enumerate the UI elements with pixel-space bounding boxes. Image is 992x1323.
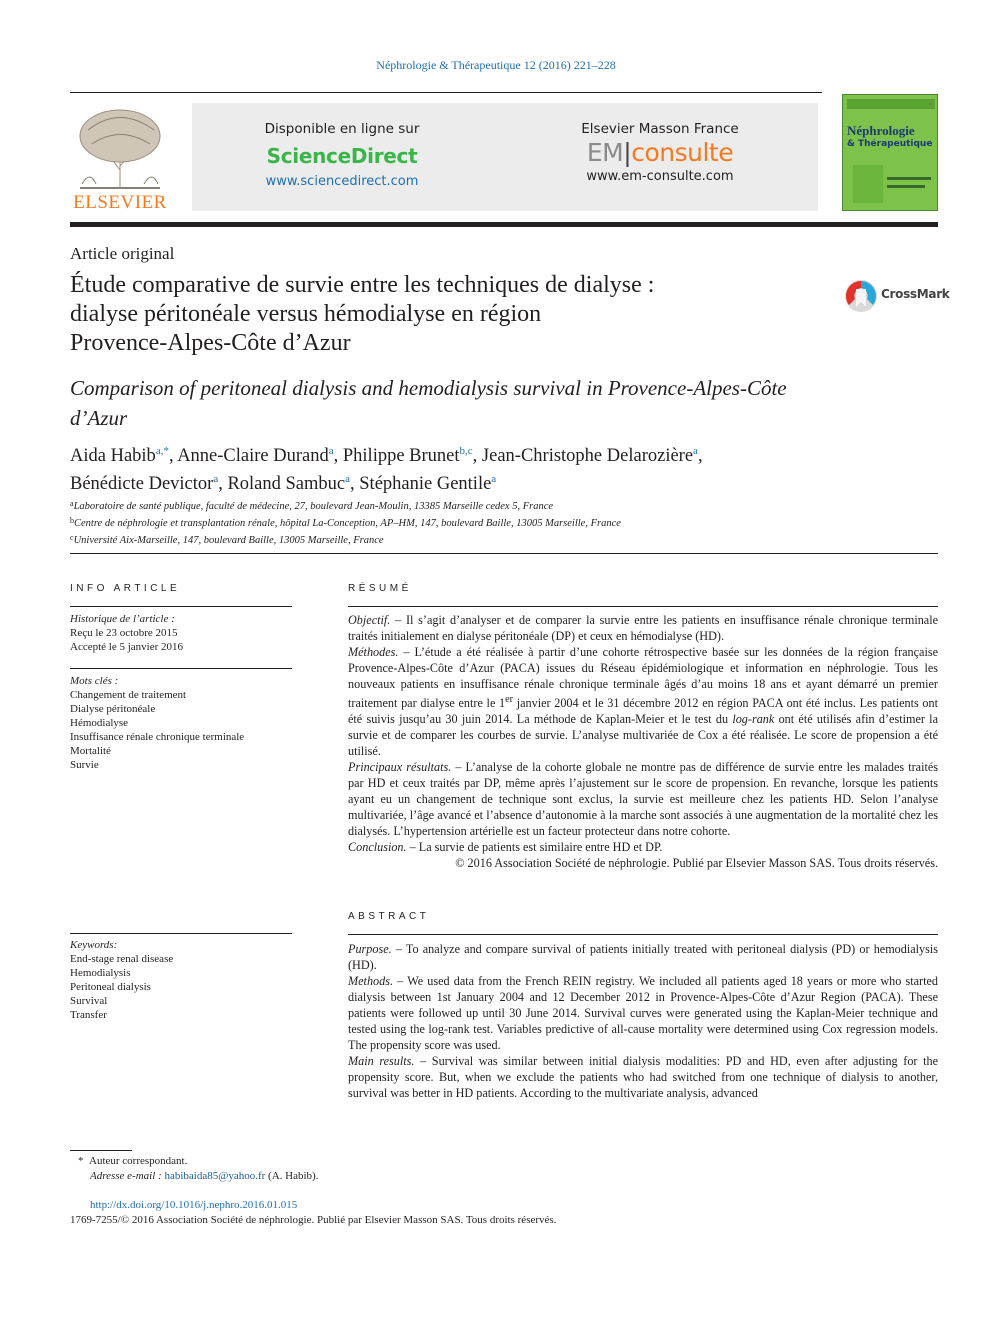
history-label: Historique de l’article : [70,613,175,625]
history-item: Accepté le 5 janvier 2016 [70,641,184,653]
abstract-heading: ABSTRACT [348,911,430,922]
keywords-en-rule [70,933,292,934]
author-affiliation-mark[interactable]: a [328,445,334,457]
author-line [70,468,940,496]
keyword-item: Changement de traitement [70,689,187,701]
keywords-fr-label: Mots clés : [70,675,119,687]
cover-title: Néphrologie [847,123,915,138]
keyword-item: Survie [70,759,99,771]
info-article-heading: INFO ARTICLE [70,583,181,594]
affiliation-mark: c [70,533,74,542]
affiliation-item [70,497,940,514]
resume-methodes: Méthodes. – L’étude a été réalisée à partir d’une cohorte rétrospective basée sur les données de la région française Provence-Alpes-Côte d’Azur (PACA) issues du Réseau épidémiologique et information en néphrologie. Tous les nouveaux patients en insuffisance rénale chronique terminale âgés d’au moins 18 ans et ayant démarré un premier traitement par dialyse entre le 1er janvier 2004 et le 31 décembre 2012 en région PACA ont été inclus. Les patients ont été suivis jusqu’au 30 juin 2014. La méthode de Kaplan-Meier et le test du log-rank ont été utilisés afin d’estimer la survie et de comparer les courbes de survie. L’analyse multivariée de Cox a été réalisée. Le score de propension a été utilisé. [348,645,938,759]
title-fr-line: Provence-Alpes-Côte d’Azur [70,330,351,356]
affiliation-item [70,514,940,531]
resume-conclusion: Conclusion. – La survie de patients est similaire entre HD et DP. [348,840,663,855]
article-title-fr [70,271,810,358]
abstract-results: Main results. – Survival was similar between initial dialysis modalities: PD and HD, even after adjusting for the propensity score. But, when we exclude the patients who had switched from one technique of dialysis to another, survival was better in HD patients. According to the multivariate analysis, advanced [348,1054,939,1100]
author-name: Stéphanie Gentile [359,474,492,494]
emconsulte-caption: Elsevier Masson France [581,121,739,137]
author-name: Anne-Claire Durand [177,446,329,466]
methods-text: We used data from the French REIN registry. We included all patients aged 18 years or more who started dialysis between 1st January 2004 and 12 December 2012 in Provence-Alpes-Côte d’Azur Region (PACA). These patients were followed up until 30 June 2014. Survival curves were generated using the Kaplan-Meier technique and tested using the log-rank test. Variables predictive of all-cause mortality were determined using Cox regression models. The propensity score was used. [348,974,938,1052]
methods-label: Methods. [348,974,394,988]
article-history [70,612,183,654]
emconsulte-logo[interactable] [510,138,810,167]
corresponding-label: Auteur correspondant. [89,1155,188,1167]
abstract-body [348,941,938,1101]
title-fr-line: dialyse péritonéale versus hémodialyse en région [70,301,542,327]
results-label: Main results. [348,1054,415,1068]
author-separator: , [350,474,360,494]
resume-rule [348,606,938,607]
conclusion-label: Conclusion. [348,840,407,855]
author-name: Aida Habib [70,446,156,466]
title-en-line: Comparison of peritoneal dialysis and hemodialysis survival in Provence-Alpes-Côte [70,376,787,400]
corresponding-footnote [78,1154,318,1184]
emconsulte-link[interactable]: www.em-consulte.com [586,169,734,184]
methodes-sup: er [505,694,514,705]
issn-copyright: 1769-7255/© 2016 Association Société de néphrologie. Publié par Elsevier Masson SAS. Tous droits réservés. [70,1214,557,1226]
header-rule [70,92,822,93]
author-list [70,440,940,496]
affiliation-text: Université Aix-Marseille, 147, boulevard Baille, 13005 Marseille, France [73,535,384,546]
affiliation-mark: a [70,499,74,508]
keyword-item: Peritoneal dialysis [70,981,151,993]
email-link[interactable]: habibaida85@yahoo.fr [164,1170,266,1182]
email-line [78,1169,318,1184]
sciencedirect-caption: Disponible en ligne sur [264,121,420,137]
crossmark-badge[interactable] [843,277,950,315]
article-type: Article original [70,244,175,263]
emconsulte-divider: | [623,138,632,167]
resultats-label: Principaux résultats. [348,760,452,775]
keyword-item: Dialyse péritonéale [70,703,156,715]
info-rule [70,668,292,669]
purpose-label: Purpose. [348,942,392,956]
history-item: Reçu le 23 octobre 2015 [70,627,178,639]
resume-objectif: Objectif. – Il s’agit d’analyser et de comparer la survie entre les patients en insuffisance rénale chronique terminale traités initialement en dialyse péritonéale (DP) et ceux en hémodialyse (HD). [348,613,939,643]
keywords-en [70,938,173,1022]
author-separator: , [333,446,343,466]
affiliation-text: Laboratoire de santé publique, faculté de médecine, 27, boulevard Jean-Moulin, 13385 Marseille cedex 5, France [73,501,554,512]
resume-heading: RÉSUMÉ [348,583,412,594]
author-separator: , [697,446,703,466]
author-affiliation-mark[interactable]: b,c [459,445,473,457]
affiliation-item [70,531,940,548]
author-name: Philippe Brunet [342,446,460,466]
resume-copyright: © 2016 Association Société de néphrologie. Publié par Elsevier Masson SAS. Tous droits réservés. [455,856,938,871]
crossmark-icon [843,277,879,315]
cover-art-icon [843,95,938,211]
sciencedirect-block[interactable] [192,121,492,189]
author-separator: , [218,474,228,494]
resume-resultats: Principaux résultats. – L’analyse de la cohorte globale ne montre pas de différence de survie entre les malades traités par HD et ceux traités par DP, même après l’ajustement sur le score de propension. En revanche, lorsque les patients ayant eu un changement de technique sont exclus, la survie est meilleure chez les patients HD. Selon l’analyse multivariée, l’âge avancé et l’absence d’autonomie à la marche sont associés à une augmentation de la mortalité chez les dialysés. L’hypertension artérielle est un facteur protecteur dans notre cohorte. [348,760,939,839]
abstract-methods: Methods. – We used data from the French REIN registry. We included all patients aged 18 years or more who started dialysis between 1st January 2004 and 12 December 2012 in Provence-Alpes-Côte d’Azur Region (PACA). These patients were followed up until 30 June 2014. Survival curves were generated using the Kaplan-Meier technique and tested using the log-rank test. Variables predictive of all-cause mortality were determined using Cox regression models. The propensity score was used. [348,974,938,1052]
email-label: Adresse e-mail : [90,1170,162,1182]
abstract-rule [348,934,938,935]
keyword-item: Hémodialyse [70,717,129,729]
resume-body [348,612,938,871]
abstract-purpose: Purpose. – To analyze and compare survival of patients initially treated with peritoneal dialysis (PD) or hemodialysis (HD). [348,942,939,972]
affiliation-list [70,497,940,548]
info-rule [70,606,292,607]
corresponding-mark: * [78,1155,84,1167]
emconsulte-consulte: consulte [631,138,734,167]
author-line [70,440,940,468]
author-affiliation-mark[interactable]: a [693,445,698,457]
header-thick-rule [70,222,938,227]
keyword-item: Insuffisance rénale chronique terminale [70,731,245,743]
author-affiliation-mark[interactable]: a [491,473,497,485]
resultats-text: L’analyse de la cohorte globale ne montre pas de différence de survie entre les malades traités par HD et ceux traités par DP, même après l’ajustement sur le score de propension. En revanche, lorsque les patients ayant eu un changement de technique sont exclus, la survie est meilleure chez les patients HD. Selon l’analyse multivariée, l’âge avancé et l’absence d’autonomie à la marche sont associés à une augmentation de la mortalité chez les dialysés. L’hypertension artérielle est un facteur protecteur dans notre cohorte. [348,760,939,839]
results-text: Survival was similar between initial dialysis modalities: PD and HD, even after adjusting for the propensity score. But, when we exclude the patients who had switched from one technique of dialysis to another, survival was better in HD patients. According to the multivariate analysis, advanced [348,1054,939,1100]
methodes-logrank: log-rank [732,712,775,727]
author-affiliation-mark[interactable]: a,* [155,445,169,457]
keyword-item: End-stage renal disease [70,953,174,965]
article-title-en [70,373,930,433]
methodes-text: ont été utilisés afin d’estimer la survie et de comparer les courbes de survie. L’analyse multivariée de Cox a été réalisée. Le score de propension a été utilisé. [348,712,938,759]
purpose-text: To analyze and compare survival of patients initially treated with peritoneal dialysis (PD) or hemodialysis (HD). [348,942,939,972]
methodes-label: Méthodes. [348,645,399,659]
author-affiliation-mark[interactable]: a [213,473,219,485]
keyword-item: Survival [70,995,108,1007]
author-separator: , [168,446,178,466]
emconsulte-em: EM [586,138,624,167]
author-name: Roland Sambuc [227,474,346,494]
affiliation-rule [70,553,938,554]
journal-reference[interactable]: Néphrologie & Thérapeutique 12 (2016) 221–228 [376,58,616,72]
cover-subtitle: & Thérapeutique [847,139,933,149]
publisher-banner [192,103,818,211]
title-en-line: d’Azur [70,406,128,430]
objectif-label: Objectif. [348,613,391,627]
sciencedirect-link[interactable]: www.sciencedirect.com [265,174,419,189]
author-name: Bénédicte Devictor [70,474,214,494]
keyword-item: Mortalité [70,745,111,757]
elsevier-wordmark: ELSEVIER [73,192,167,213]
conclusion-text: La survie de patients est similaire entre HD et DP. [418,840,663,855]
footnote-rule [70,1150,132,1151]
emconsulte-block[interactable] [510,121,810,184]
keywords-fr [70,674,244,772]
journal-cover-thumbnail[interactable] [842,94,938,211]
title-fr-line: Étude comparative de survie entre les techniques de dialyse : [70,272,655,298]
author-separator: , [472,446,482,466]
methodes-text: L’étude a été réalisée à partir d’une cohorte rétrospective basée sur les données de la région française Provence-Alpes-Côte d’Azur (PACA) issues du Réseau épidémiologique et information en néphrologie. Tous les nouveaux patients en insuffisance rénale chronique terminale âgés d’au moins 18 ans et ayant démarré un premier traitement par dialyse entre le 1 [348,645,938,711]
corresponding-line [78,1154,318,1169]
author-name: Jean-Christophe Delarozière [481,446,694,466]
doi-link[interactable]: http://dx.doi.org/10.1016/j.nephro.2016.01.015 [90,1199,298,1211]
crossmark-label: CrossMark [881,287,950,301]
sciencedirect-logo[interactable]: ScienceDirect [266,144,418,168]
affiliation-mark: b [70,516,74,525]
objectif-text: Il s’agit d’analyser et de comparer la survie entre les patients en insuffisance rénale chronique terminale traités initialement en dialyse péritonéale (DP) et ceux en hémodialyse (HD). [348,613,939,643]
keywords-en-label: Keywords: [70,939,118,951]
affiliation-text: Centre de néphrologie et transplantation rénale, hôpital La-Conception, AP–HM, 147, boulevard Baille, 13005 Marseille, France [74,518,621,529]
email-owner: (A. Habib). [268,1170,319,1182]
keyword-item: Transfer [70,1009,107,1021]
author-affiliation-mark[interactable]: a [345,473,351,485]
keyword-item: Hemodialysis [70,967,131,979]
methodes-text: janvier 2004 et le 31 décembre 2012 en région PACA ont été inclus. Les patients ont été suivis jusqu’au 30 juin 2014. La méthode de Kaplan-Meier et le test du [348,696,938,727]
